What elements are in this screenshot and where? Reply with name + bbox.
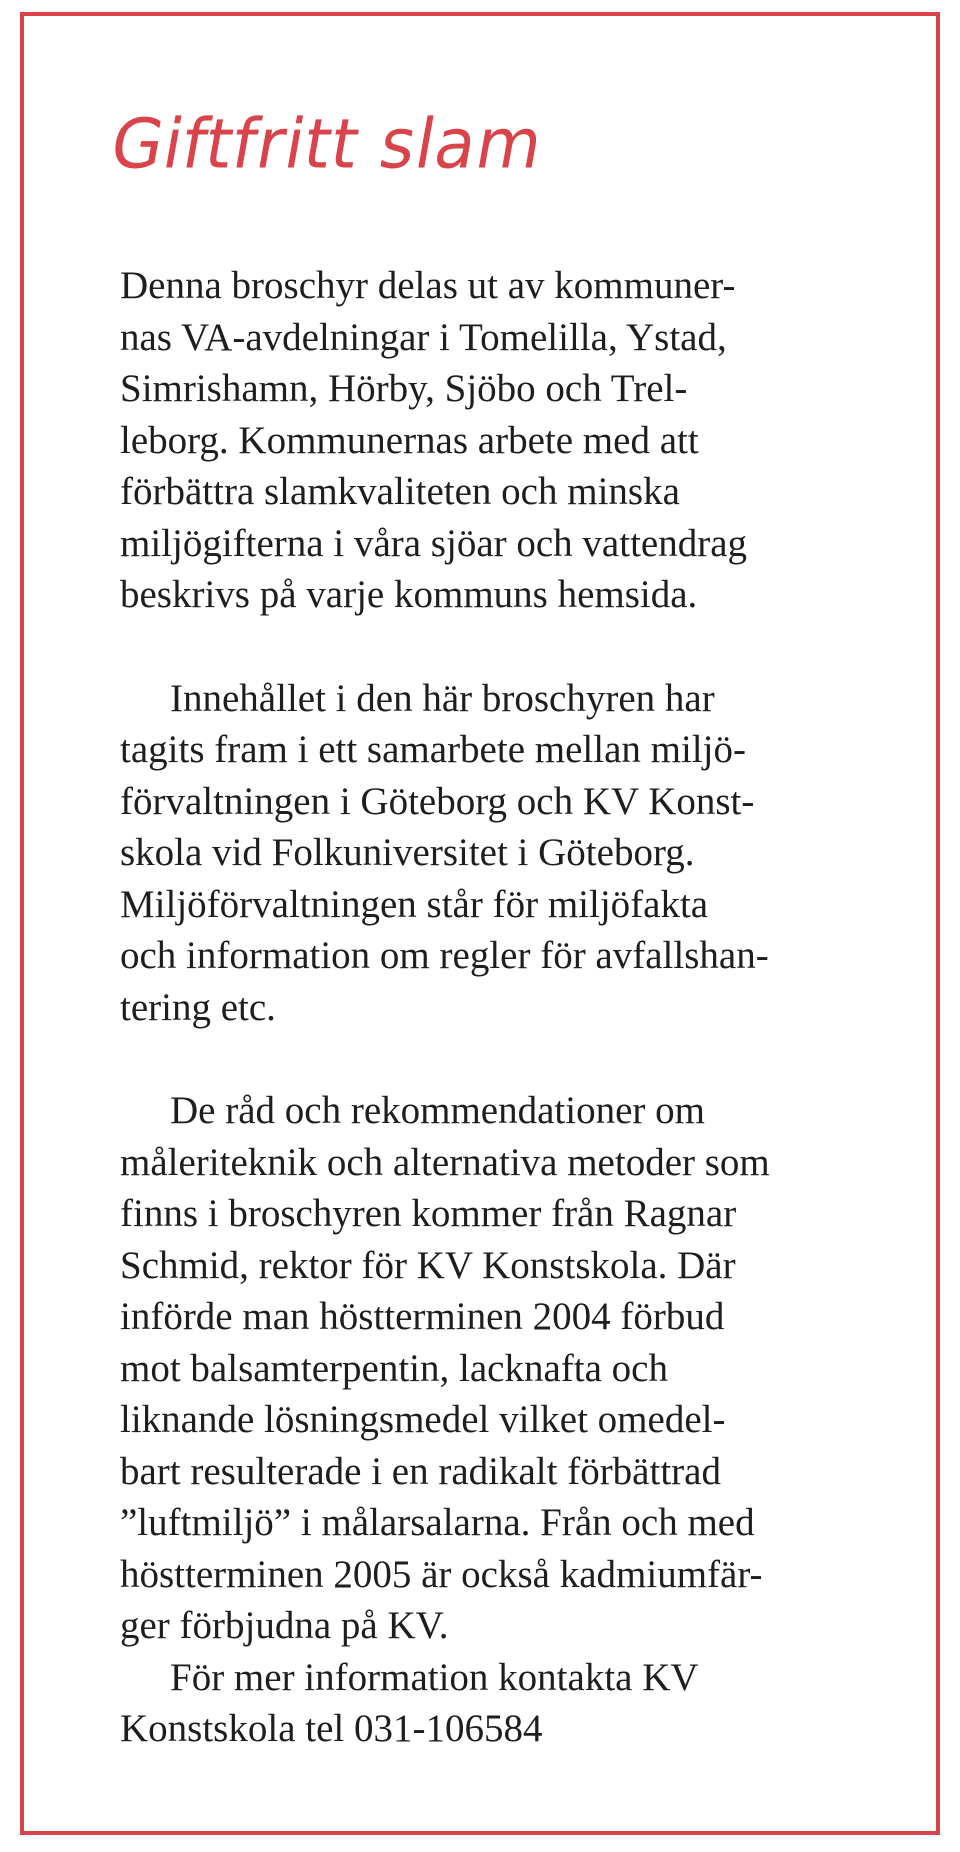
text-line: mot balsamterpentin, lacknafta och [120, 1346, 668, 1390]
text-line: förbättra slamkvaliteten och minska [120, 470, 680, 513]
paragraph-intro [120, 260, 860, 621]
paragraph-collaboration [120, 673, 860, 1034]
text-line: finns i broschyren kommer från Ragnar [120, 1192, 737, 1235]
contact-phone-line: Konstskola tel 031-106584 [120, 1707, 543, 1750]
text-line: höstterminen 2005 är också kadmiumfär- [120, 1552, 763, 1596]
text-line: Schmid, rektor för KV Konstskola. Där [120, 1243, 736, 1287]
text-line: måleriteknik och alternativa metoder som [120, 1140, 770, 1184]
text-line: ”luftmiljö” i målarsalarna. Från och med [120, 1501, 755, 1544]
page-title: Giftfritt slam [104, 103, 550, 185]
text-line: tering etc. [120, 985, 276, 1029]
body-text [120, 260, 860, 1755]
text-line: liknande lösningsmedel vilket omedel- [120, 1398, 726, 1441]
paragraph-recommendations [120, 1085, 860, 1652]
text-line: Miljöförvaltningen står för miljöfakta [120, 882, 709, 926]
text-line: beskrivs på varje kommuns hemsida. [120, 573, 698, 616]
text-line: tagits fram i ett samarbete mellan miljö- [120, 728, 746, 771]
text-line: miljögifterna i våra sjöar och vattendrag [120, 521, 748, 565]
text-line: Simrishamn, Hörby, Sjöbo och Trel- [120, 367, 688, 410]
text-line: leborg. Kommunernas arbete med att [120, 418, 699, 462]
text-line: De råd och rekommendationer om [170, 1089, 705, 1132]
paragraph-contact [120, 1652, 860, 1755]
text-line: skola vid Folkuniversitet i Göteborg. [120, 831, 695, 874]
text-line: och information om regler för avfallshan- [120, 934, 769, 977]
text-line: förvaltningen i Göteborg och KV Konst- [120, 779, 755, 823]
text-line: nas VA-avdelningar i Tomelilla, Ystad, [120, 315, 727, 359]
text-line: införde man höstterminen 2004 förbud [120, 1295, 725, 1338]
text-line: Innehållet i den här broschyren har [170, 676, 715, 720]
text-line: bart resulterade i en radikalt förbättrad [120, 1449, 721, 1493]
text-line: För mer information kontakta KV [170, 1655, 699, 1699]
text-line: Denna broschyr delas ut av kommuner- [120, 264, 736, 307]
text-line: ger förbjudna på KV. [120, 1604, 449, 1647]
